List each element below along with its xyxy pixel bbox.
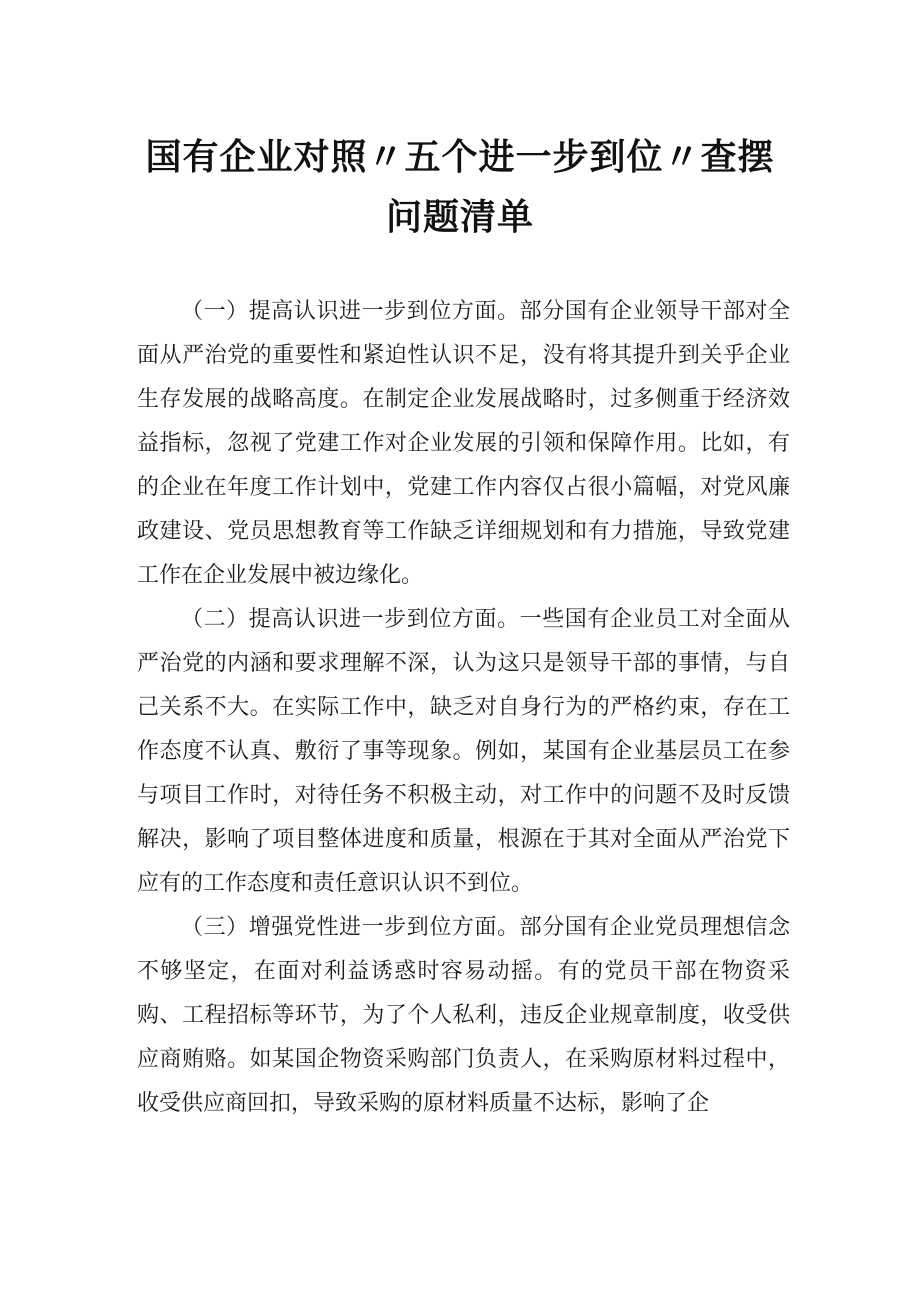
paragraph-2: （二）提高认识进一步到位方面。一些国有企业员工对全面从严治党的内涵和要求理解不深，认为这只是领导干部的事情，与自己关系不大。在实际工作中，缺乏对自身行为的严格约束，存在工作态度不认真、敷衍了事等现象。例如，某国有企业基层员工在参与项目工作时，对待任务不积极主动，对工作中的问题不及时反馈解决，影响了项目整体进度和质量，根源在于其对全面从严治党下应有的工作态度和责任意识认识不到位。 bbox=[137, 607, 790, 896]
paragraph-3: （三）增强党性进一步到位方面。部分国有企业党员理想信念不够坚定，在面对利益诱惑时容易动摇。有的党员干部在物资采购、工程招标等环节，为了个人私利，违反企业规章制度，收受供应商贿赂。如某国企物资采购部门负责人，在采购原材料过程中，收受供应商回扣，导致采购的原材料质量不达标，影响了企 bbox=[137, 915, 790, 1116]
document-body bbox=[137, 290, 790, 1126]
document-title: 国有企业对照〃五个进一步到位〃查摆问题清单 bbox=[145, 137, 775, 238]
paragraph-1: （一）提高认识进一步到位方面。部分国有企业领导干部对全面从严治党的重要性和紧迫性认识不足，没有将其提升到关乎企业生存发展的战略高度。在制定企业发展战略时，过多侧重于经济效益指标，忽视了党建工作对企业发展的引领和保障作用。比如，有的企业在年度工作计划中，党建工作内容仅占很小篇幅，对党风廉政建设、党员思想教育等工作缺乏详细规划和有力措施，导致党建工作在企业发展中被边缘化。 bbox=[137, 299, 790, 588]
